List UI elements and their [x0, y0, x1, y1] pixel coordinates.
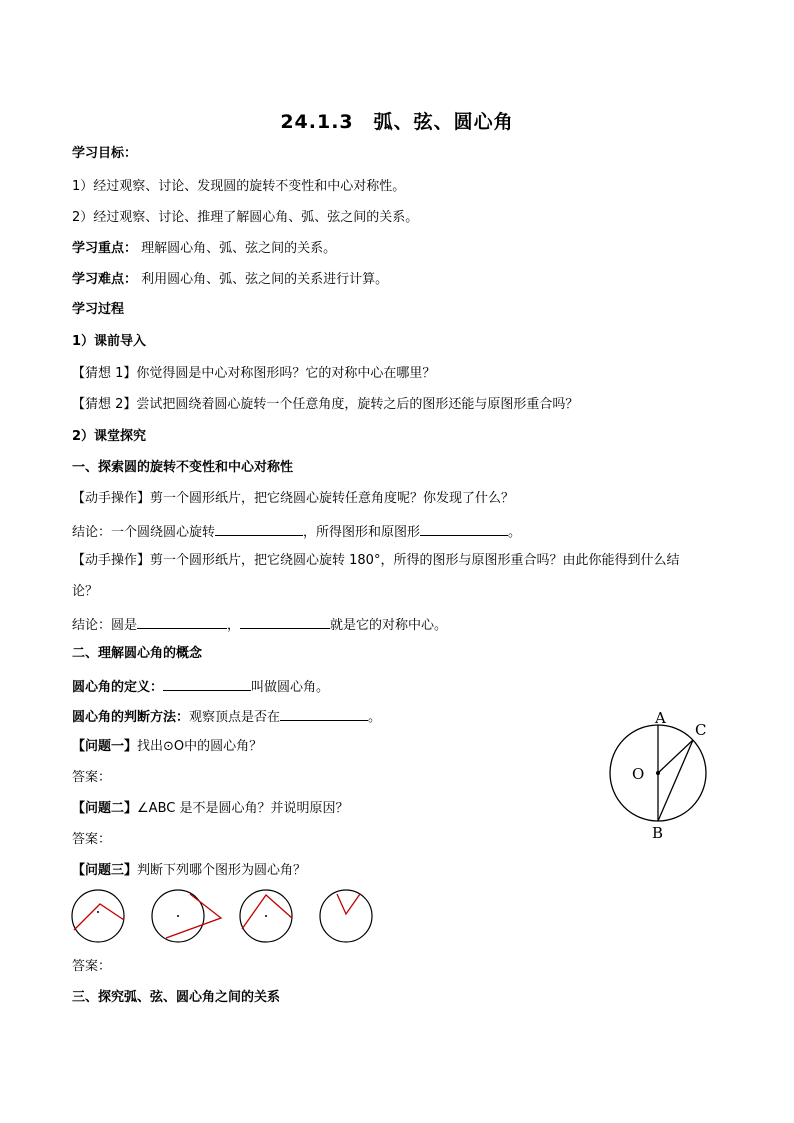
option-figure-1: [72, 890, 124, 942]
guess-2: 【猜想 2】尝试把圆绕着圆心旋转一个任意角度，旋转之后的图形还能与原图形重合吗？: [72, 397, 579, 412]
problem-1: [72, 740, 262, 753]
goals-heading: 学习目标：: [72, 146, 138, 161]
judge-text: 观察顶点是否在: [189, 710, 281, 725]
problem-2-label: 【问题二】: [72, 801, 138, 816]
judge-line: [72, 708, 381, 724]
difficulty-text: 利用圆心角、弧、弦之间的关系进行计算。: [137, 272, 389, 287]
conclusion-1a: 结论：一个圆绕圆心旋转: [72, 525, 216, 540]
process-heading: 学习过程: [72, 302, 125, 317]
problem-2-text: ∠ABC 是不是圆心角？并说明原因？: [137, 801, 349, 816]
definition-label: 圆心角的定义：: [72, 680, 164, 695]
problem-1-text: 找出⊙O中的圆心角？: [137, 739, 263, 754]
answer-2: 答案：: [72, 832, 112, 847]
answer-blank[interactable]: [280, 708, 368, 721]
option-figure-2: [152, 890, 221, 942]
judge-end: 。: [368, 710, 382, 725]
focus-line: [72, 242, 336, 255]
operation-2a: 【动手操作】剪一个圆形纸片，把它绕圆心旋转 180°，所得的图形与原图形重合吗？由此你能得到什么结: [72, 553, 680, 568]
difficulty-label: 学习难点：: [72, 272, 138, 287]
focus-text: 理解圆心角、弧、弦之间的关系。: [137, 241, 337, 256]
chord-bc: [658, 740, 693, 821]
conclusion-1b: ，所得图形和原图形: [303, 525, 421, 540]
label-o: O: [632, 765, 645, 783]
conclusion-2c: 就是它的对称中心。: [330, 618, 448, 633]
difficulty-line: [72, 273, 388, 286]
problem-3-text: 判断下列哪个图形为圆心角？: [137, 863, 307, 878]
problem-2: [72, 802, 348, 815]
answer-blank[interactable]: [215, 523, 303, 536]
judge-label: 圆心角的判断方法：: [72, 710, 190, 725]
part3-heading: 三、探究弧、弦、圆心角之间的关系: [72, 990, 281, 1005]
option-figure-3: [240, 890, 292, 942]
guess-1: 【猜想 1】你觉得圆是中心对称图形吗？它的对称中心在哪里？: [72, 366, 436, 381]
goal-2: 2）经过观察、讨论、推理了解圆心角、弧、弦之间的关系。: [72, 210, 419, 225]
label-a: A: [655, 709, 666, 727]
label-b: B: [652, 824, 664, 842]
definition-line: [72, 678, 329, 694]
conclusion-1c: 。: [508, 525, 522, 540]
answer-blank[interactable]: [240, 616, 330, 629]
definition-text: 叫做圆心角。: [251, 680, 330, 695]
option-figure-4: [320, 890, 372, 942]
circle-diagram: [600, 705, 720, 845]
radius-oc: [658, 740, 693, 773]
answer-blank[interactable]: [420, 523, 508, 536]
answer-1: 答案：: [72, 770, 112, 785]
angle-options: [70, 890, 380, 946]
center-point: [656, 771, 660, 775]
answer-3: 答案：: [72, 959, 112, 974]
conclusion-1: [72, 523, 521, 539]
part2-heading: 二、理解圆心角的概念: [72, 646, 203, 661]
part1-heading: 一、探索圆的旋转不变性和中心对称性: [72, 460, 294, 475]
explore-heading: 2）课堂探究: [72, 429, 147, 444]
problem-1-label: 【问题一】: [72, 739, 138, 754]
conclusion-2a: 结论：圆是: [72, 618, 138, 633]
operation-2b: 论？: [72, 584, 99, 599]
answer-blank[interactable]: [137, 616, 227, 629]
page-title: 24.1.3 弧、弦、圆心角: [280, 111, 514, 133]
label-c: C: [695, 721, 707, 739]
problem-3-label: 【问题三】: [72, 863, 138, 878]
answer-blank[interactable]: [163, 678, 251, 691]
intro-heading: 1）课前导入: [72, 334, 147, 349]
conclusion-2: [72, 616, 447, 632]
operation-1: 【动手操作】剪一个圆形纸片，把它绕圆心旋转任意角度呢？你发现了什么？: [72, 491, 515, 506]
conclusion-2b: ，: [227, 618, 241, 633]
focus-label: 学习重点：: [72, 241, 138, 256]
goal-1: 1）经过观察、讨论、发现圆的旋转不变性和中心对称性。: [72, 179, 406, 194]
problem-3: [72, 864, 306, 877]
